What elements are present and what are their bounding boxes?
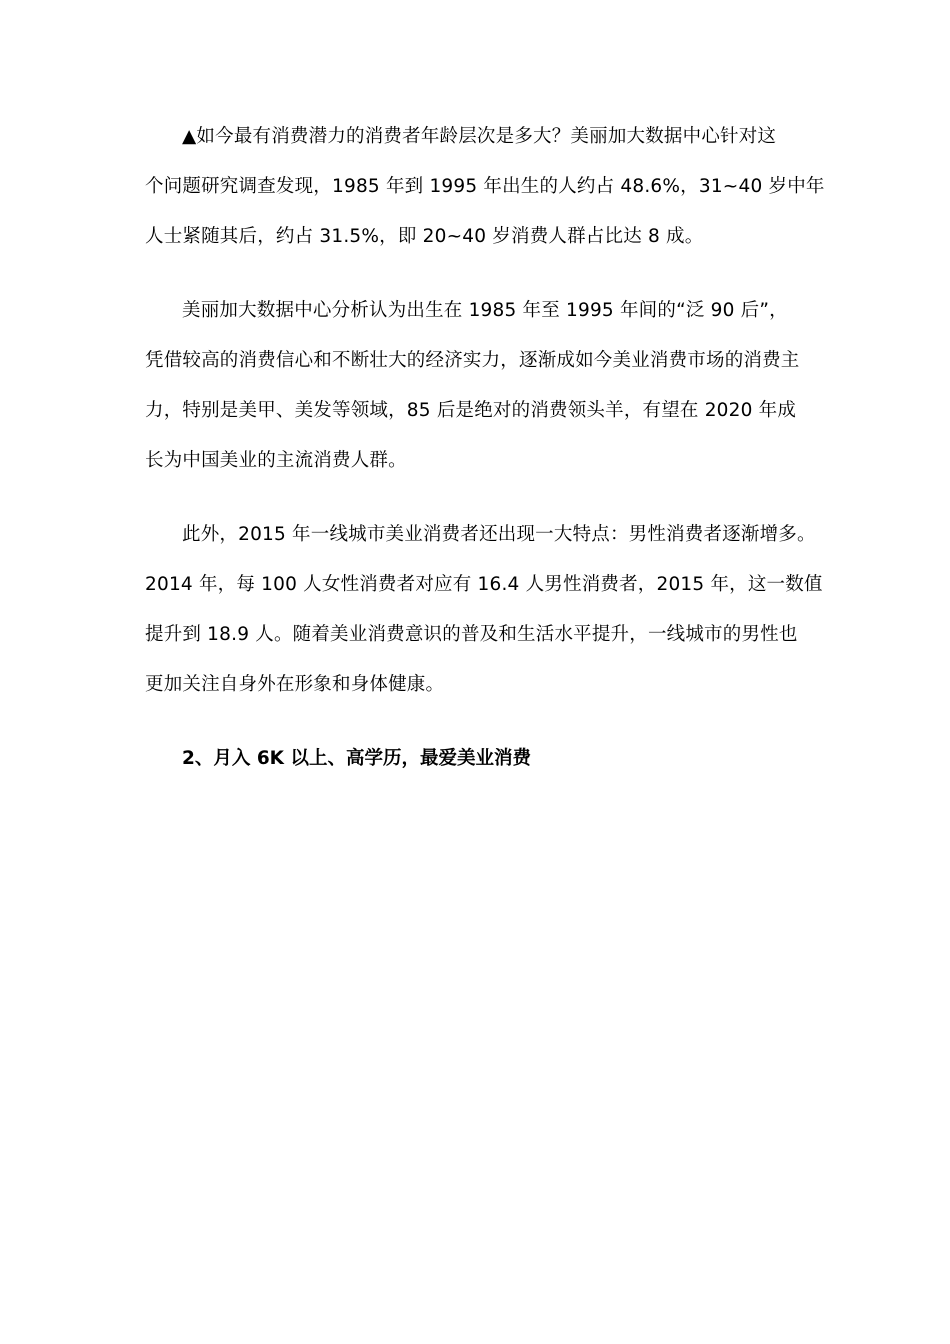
paragraph-line: 2014 年，每 100 人女性消费者对应有 16.4 人男性消费者，2015 年，这一数值 <box>145 574 823 595</box>
paragraph-male-consumers <box>145 510 823 710</box>
paragraph-line: 力，特别是美甲、美发等领域，85 后是绝对的消费领头羊，有望在 2020 年成 <box>145 400 797 421</box>
paragraph-line: 长为中国美业的主流消费人群。 <box>145 450 407 471</box>
paragraph-line: 人士紧随其后，约占 31.5%，即 20~40 岁消费人群占比达 8 成。 <box>145 226 704 247</box>
paragraph-post-90s <box>145 286 810 486</box>
paragraph-line: 个问题研究调查发现，1985 年到 1995 年出生的人约占 48.6%，31~40 岁中年 <box>145 176 825 197</box>
paragraph-line: 此外，2015 年一线城市美业消费者还出现一大特点：男性消费者逐渐增多。 <box>182 524 816 545</box>
paragraph-line: 美丽加大数据中心分析认为出生在 1985 年至 1995 年间的“泛 90 后”， <box>182 300 788 321</box>
paragraph-line: 凭借较高的消费信心和不断壮大的经济实力，逐渐成如今美业消费市场的消费主 <box>145 350 800 371</box>
paragraph-line: 更加关注自身外在形象和身体健康。 <box>145 674 445 695</box>
paragraph-line: ▲如今最有消费潜力的消费者年龄层次是多大？美丽加大数据中心针对这 <box>182 126 777 147</box>
paragraph-line: 提升到 18.9 人。随着美业消费意识的普及和生活水平提升，一线城市的男性也 <box>145 624 798 645</box>
paragraph-age-groups <box>145 112 825 262</box>
document-body <box>145 112 825 784</box>
section-heading: 2、月入 6K 以上、高学历，最爱美业消费 <box>182 748 531 769</box>
